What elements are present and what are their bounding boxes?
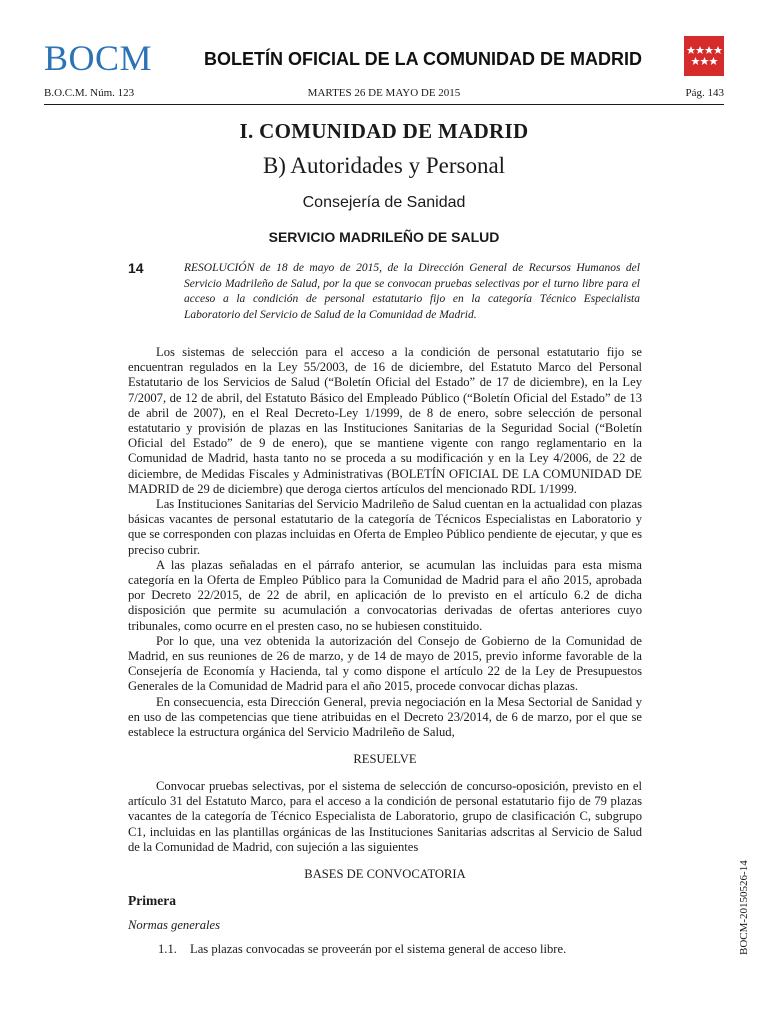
body-paragraph: En consecuencia, esta Dirección General, previa negociación en la Mesa Sectorial de Sanidad y en uso de las competencias que tiene atribuidas en el Decreto 23/2014, de 6 de marzo, por el que se establece la estructura orgánica del Servicio Madrileño de Salud, bbox=[128, 694, 642, 740]
base-item bbox=[158, 941, 566, 957]
service-heading: SERVICIO MADRILEÑO DE SALUD bbox=[268, 229, 500, 245]
bases-heading: BASES DE CONVOCATORIA bbox=[304, 867, 466, 881]
masthead bbox=[44, 36, 724, 80]
ministry-heading: Consejería de Sanidad bbox=[302, 194, 466, 211]
journal-title: BOLETÍN OFICIAL DE LA COMUNIDAD DE MADRID bbox=[204, 49, 642, 69]
body-paragraph: Los sistemas de selección para el acceso a la condición de personal estatutario fijo se encuentran regulados en la Ley 55/2003, de 16 de diciembre, del Estatuto Marco del Personal Estatutario de los Servicios de Salud (“Boletín Oficial del Estado” de 17 de diciembre), en la Ley 7/2007, de 12 de abril, del Estatuto Básico del Empleado Público (“Boletín Oficial del Estado” de 13 de abril de 2007), en el Real Decreto-Ley 1/1999, de 8 de enero, sobre selección de personal estatutario y provisión de plazas en las Instituciones Sanitarias de la Seguridad Social (“Boletín Oficial del Estado” de 9 de enero), que se mantiene vigente con rango reglamentario en la Comunidad de Madrid, hasta tanto no se proceda a su modificación y en la Ley 4/2006, de 22 de diciembre, de Medidas Fiscales y Administrativas (BOLETÍN OFICIAL DE LA COMUNIDAD DE MADRID de 29 de diciembre) que deroga ciertos artículos del mencionado RDL 1/1999. bbox=[128, 345, 642, 496]
base-item-text: Las plazas convocadas se proveerán por el sistema general de acceso libre. bbox=[190, 942, 567, 956]
section-title: I. COMUNIDAD DE MADRID bbox=[239, 119, 529, 143]
madrid-flag-icon bbox=[684, 36, 724, 76]
first-base-subheading: Normas generales bbox=[128, 918, 220, 932]
subsection-title: B) Autoridades y Personal bbox=[262, 153, 506, 178]
first-base-heading: Primera bbox=[128, 893, 176, 908]
base-item-number: 1.1. bbox=[158, 942, 177, 956]
body-paragraph: A las plazas señaladas en el párrafo anterior, se acumulan las incluidas para esta misma categoría en la Oferta de Empleo Público para la Comunidad de Madrid para el año 2015, aprobada por Decreto 22/2015, de 22 de abril, en aplicación de lo previsto en el artículo 6.2 de dicha disposición que permite su acumulación a convocatorias derivadas de ofertas anteriores cuyo tribunales, como ocurre en el presten caso, no se hubiesen constituido. bbox=[128, 557, 642, 633]
page-number: Pág. 143 bbox=[685, 87, 724, 99]
convocation-text bbox=[128, 779, 642, 855]
body-paragraph: Por lo que, una vez obtenida la autorización del Consejo de Gobierno de la Comunidad de Madrid, en sus reuniones de 26 de marzo, y de 14 de mayo de 2015, previo informe favorable de la Consejería de Economía y Hacienda, tal y como dispone el artículo 22 de la Ley de Presupuestos Generales de la Comunidad de Madrid para el año 2015, procede convocar dichas plazas. bbox=[128, 633, 642, 694]
resolution-number: 14 bbox=[128, 260, 144, 276]
flag-stars-icon bbox=[684, 36, 724, 76]
resolution-summary: RESOLUCIÓN de 18 de mayo de 2015, de la Dirección General de Recursos Humanos del Servicio Madrileño de Salud, por la que se convocan pruebas selectivas por el turno libre para el acceso a la condición de personal estatutario fijo en la categoría Técnico Especialista Laboratorio del Servicio de Salud de la Comunidad de Madrid. bbox=[184, 262, 640, 321]
issue-date: MARTES 26 DE MAYO DE 2015 bbox=[307, 87, 461, 99]
bocm-logo: BOCM bbox=[44, 38, 153, 78]
issue-meta-row bbox=[44, 86, 724, 105]
body-text bbox=[128, 345, 642, 740]
document-code: BOCM-20150526-14 bbox=[738, 860, 750, 955]
issue-number: B.O.C.M. Núm. 123 bbox=[44, 87, 135, 99]
convocation-paragraph: Convocar pruebas selectivas, por el sistema de selección de concurso-oposición, previsto en el artículo 31 del Estatuto Marco, para el acceso a la condición de personal estatutario fijo de 79 plazas vacantes de la categoría de Técnico Especialista de Laboratorio, grupo de clasificación C, subgrupo C1, incluidas en las plantillas orgánicas de las Instituciones Sanitarias adscritas al Servicio de Salud de la Comunidad de Madrid, con sujeción a las siguientes bbox=[128, 779, 642, 854]
body-paragraph: Las Instituciones Sanitarias del Servicio Madrileño de Salud cuentan en la actualidad con plazas básicas vacantes de personal estatutario de la categoría de Técnicos Especialistas en Laboratorio y que se corresponden con plazas incluidas en Oferta de Empleo Público pendiente de ejecutar, y que es preciso cubrir. bbox=[128, 497, 642, 557]
resuelve-heading: RESUELVE bbox=[353, 752, 417, 766]
